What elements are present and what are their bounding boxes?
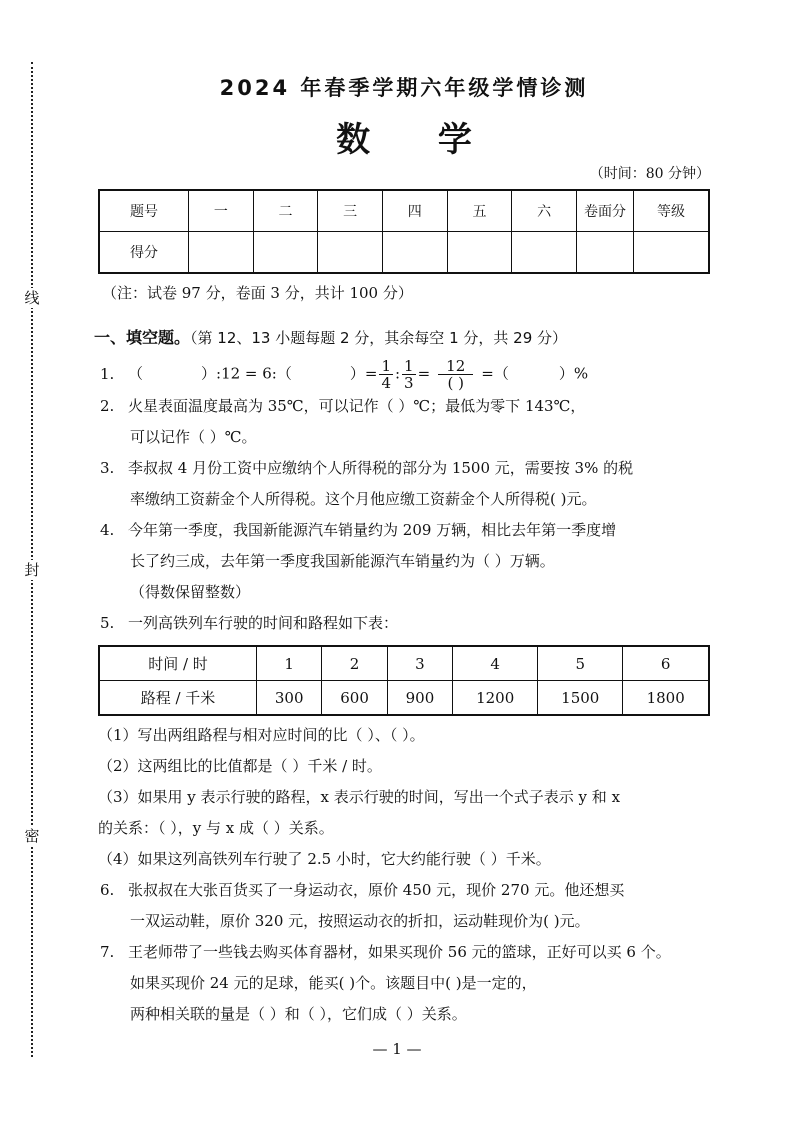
train-cell: 时间 / 时 bbox=[99, 646, 257, 681]
question-number: 7. bbox=[100, 943, 115, 961]
question-text: 率缴纳工资薪金个人所得税。这个月他应缴工资薪金个人所得税( )元。 bbox=[130, 490, 597, 508]
question-7 bbox=[100, 937, 710, 1030]
score-input-cell[interactable] bbox=[447, 232, 512, 274]
question-6 bbox=[100, 875, 710, 937]
question-number: 4. bbox=[100, 521, 115, 539]
section-title: 一、填空题。 bbox=[94, 328, 191, 347]
question-text: 两种相关联的量是（ ）和（ ），它们成（ ）关系。 bbox=[130, 1005, 467, 1023]
fraction-numerator: 12 bbox=[438, 358, 473, 375]
q1-text: : bbox=[394, 364, 401, 383]
train-cell: 1500 bbox=[538, 681, 623, 716]
train-cell: 1800 bbox=[623, 681, 709, 716]
score-cell: 卷面分 bbox=[577, 190, 634, 232]
question-5 bbox=[100, 608, 710, 639]
fraction bbox=[402, 358, 416, 391]
fraction-denominator-blank[interactable]: ( ) bbox=[447, 374, 464, 392]
score-cell: 等级 bbox=[634, 190, 710, 232]
question-4 bbox=[100, 515, 710, 608]
section-desc: （第 12、13 小题每题 2 分，其余每空 1 分，共 29 分） bbox=[190, 329, 568, 347]
score-table-score-row bbox=[99, 232, 709, 274]
score-input-cell[interactable] bbox=[382, 232, 447, 274]
question-text: 一双运动鞋，原价 320 元，按照运动衣的折扣，运动鞋现价为( )元。 bbox=[130, 912, 590, 930]
train-cell: 300 bbox=[257, 681, 322, 716]
score-input-cell[interactable] bbox=[318, 232, 383, 274]
question-text: 长了约三成，去年第一季度我国新能源汽车销量约为（ ）万辆。 bbox=[130, 552, 555, 570]
question-text: 王老师带了一些钱去购买体育器材，如果买现价 56 元的篮球，正好可以买 6 个。 bbox=[128, 943, 671, 961]
score-input-cell[interactable] bbox=[189, 232, 254, 274]
score-cell: 题号 bbox=[99, 190, 189, 232]
fraction-numerator: 1 bbox=[404, 357, 414, 375]
train-cell: 1200 bbox=[453, 681, 538, 716]
score-table-header-row bbox=[99, 190, 709, 232]
question-number: 3. bbox=[100, 459, 115, 477]
question-3 bbox=[100, 453, 710, 515]
train-cell: 路程 / 千米 bbox=[99, 681, 257, 716]
question-text: 一列高铁列车行驶的时间和路程如下表： bbox=[128, 614, 399, 632]
score-cell: 三 bbox=[318, 190, 383, 232]
fraction bbox=[438, 358, 473, 391]
binding-char-xian: 线 bbox=[22, 288, 42, 308]
train-cell: 4 bbox=[453, 646, 538, 681]
q1-text: =（ bbox=[481, 364, 509, 383]
score-cell: 二 bbox=[253, 190, 318, 232]
question-number: 2. bbox=[100, 397, 115, 415]
score-note: （注：试卷 97 分，卷面 3 分，共计 100 分） bbox=[102, 284, 413, 302]
train-cell: 2 bbox=[322, 646, 387, 681]
question-text: 可以记作（ ）℃。 bbox=[130, 428, 257, 446]
fraction-denominator: 3 bbox=[404, 374, 414, 392]
fraction-numerator: 1 bbox=[381, 357, 391, 375]
q1-text: ）:12 = 6:（ bbox=[201, 364, 292, 383]
q5-sub-4: （4）如果这列高铁列车行驶了 2.5 小时，它大约能行驶（ ）千米。 bbox=[98, 850, 551, 868]
question-text: 火星表面温度最高为 35℃，可以记作（ ）℃；最低为零下 143℃， bbox=[128, 397, 586, 415]
subject-title: 数 学 bbox=[336, 120, 500, 160]
q5-sub-3a: （3）如果用 y 表示行驶的路程，x 表示行驶的时间，写出一个式子表示 y 和 x bbox=[98, 788, 621, 806]
question-number: 6. bbox=[100, 881, 115, 899]
train-table-row-distance bbox=[99, 681, 709, 716]
q1-text: ）% bbox=[558, 364, 589, 383]
score-input-cell[interactable] bbox=[512, 232, 577, 274]
question-number: 1. bbox=[100, 364, 115, 383]
binding-char-feng: 封 bbox=[22, 560, 42, 580]
score-cell: 六 bbox=[512, 190, 577, 232]
train-cell: 1 bbox=[257, 646, 322, 681]
question-text: 今年第一季度，我国新能源汽车销量约为 209 万辆，相比去年第一季度增 bbox=[128, 521, 617, 539]
score-cell: 五 bbox=[447, 190, 512, 232]
score-cell: 四 bbox=[382, 190, 447, 232]
fraction-denominator: 4 bbox=[381, 374, 391, 392]
q1-text: ）= bbox=[349, 364, 378, 383]
q5-sub-1: （1）写出两组路程与相对应时间的比（ ）、（ ）。 bbox=[98, 726, 425, 744]
question-number: 5. bbox=[100, 614, 115, 632]
question-text: 李叔叔 4 月份工资中应缴纳个人所得税的部分为 1500 元，需要按 3% 的税 bbox=[128, 459, 634, 477]
train-cell: 3 bbox=[387, 646, 452, 681]
score-table bbox=[98, 189, 710, 274]
q5-sub-3b: 的关系：（ ），y 与 x 成（ ）关系。 bbox=[98, 819, 334, 837]
train-cell: 5 bbox=[538, 646, 623, 681]
q1-text: = bbox=[417, 364, 431, 383]
fraction bbox=[379, 358, 393, 391]
exam-title: 2024 年春季学期六年级学情诊测 bbox=[219, 76, 589, 100]
score-input-cell[interactable] bbox=[634, 232, 710, 274]
q5-sub-2: （2）这两组比的比值都是（ ）千米 / 时。 bbox=[98, 757, 382, 775]
score-input-cell[interactable] bbox=[577, 232, 634, 274]
section-heading bbox=[94, 325, 710, 348]
score-cell: 一 bbox=[189, 190, 254, 232]
score-label: 得分 bbox=[99, 232, 189, 274]
train-table-row-time bbox=[99, 646, 709, 681]
train-cell: 6 bbox=[623, 646, 709, 681]
question-text: （得数保留整数） bbox=[130, 583, 251, 601]
question-text: 张叔叔在大张百货买了一身运动衣，原价 450 元，现价 270 元。他还想买 bbox=[128, 881, 625, 899]
question-2 bbox=[100, 391, 710, 453]
train-cell: 900 bbox=[387, 681, 452, 716]
score-input-cell[interactable] bbox=[253, 232, 318, 274]
train-table bbox=[98, 645, 710, 716]
exam-page bbox=[94, 70, 710, 1030]
time-limit: （时间：80 分钟） bbox=[589, 166, 710, 182]
question-text: 如果买现价 24 元的足球，能买( )个。该题目中( )是一定的， bbox=[130, 974, 537, 992]
train-cell: 600 bbox=[322, 681, 387, 716]
question-1 bbox=[100, 358, 710, 391]
page-number: — 1 — bbox=[372, 1040, 422, 1058]
q1-text: （ bbox=[128, 364, 144, 383]
binding-char-mi: 密 bbox=[22, 826, 42, 846]
